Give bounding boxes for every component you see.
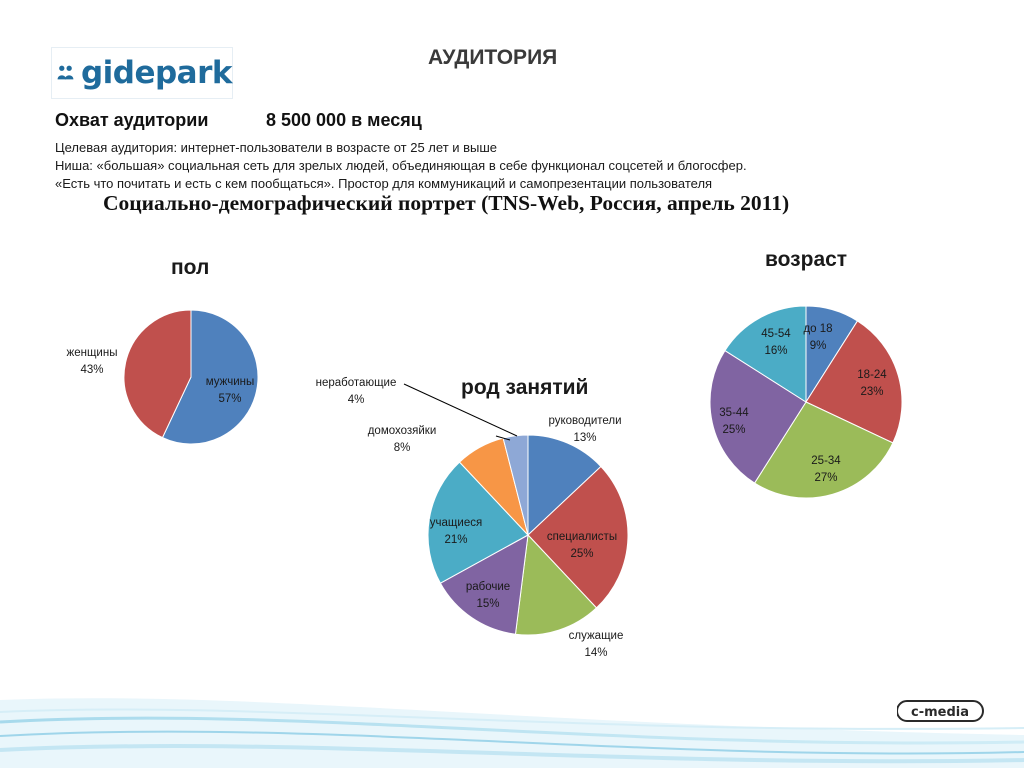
gender-label-0: мужчины (205, 376, 255, 388)
occupation-value-6: 4% (347, 394, 365, 406)
age-value-1: 23% (860, 386, 884, 398)
age-label-3: 35-44 (719, 407, 749, 419)
age-value-4: 16% (764, 345, 788, 357)
reach-label: Охват аудитории (55, 110, 209, 130)
logo-text: gidepark (80, 55, 232, 91)
occupation-label-5: домохозяйки (367, 425, 437, 437)
age-value-3: 25% (722, 424, 746, 436)
occupation-value-4: 21% (444, 534, 468, 546)
occupation-value-1: 25% (570, 548, 594, 560)
age-value-0: 9% (809, 340, 827, 352)
c-media-logo (897, 700, 985, 726)
occupation-value-3: 15% (476, 598, 500, 610)
gender-label-1: женщины (66, 347, 118, 359)
occupation-label-4: учащиеся (429, 517, 483, 529)
age-value-2: 27% (814, 472, 838, 484)
gender-value-0: 57% (218, 393, 242, 405)
gender-chart-title: пол (171, 256, 210, 279)
description-line-1: Целевая аудитория: интернет-пользователи в возрасте от 25 лет и выше (55, 140, 498, 155)
occupation-value-0: 13% (573, 432, 597, 444)
gender-value-1: 43% (80, 364, 104, 376)
age-label-4: 45-54 (761, 328, 791, 340)
occupation-label-3: рабочие (465, 581, 511, 593)
occupation-chart-title: род занятий (461, 376, 589, 399)
reach-value: 8 500 000 в месяц (266, 110, 422, 130)
occupation-value-5: 8% (393, 442, 411, 454)
c-media-text: c-media (911, 705, 969, 720)
age-label-0: до 18 (803, 323, 833, 335)
occupation-label-1: специалисты (546, 531, 618, 543)
age-chart-title: возраст (765, 248, 848, 271)
occupation-label-0: руководители (548, 415, 622, 427)
portrait-title: Социально-демографический портрет (TNS-Web, Россия, апрель 2011) (103, 191, 790, 215)
age-label-1: 18-24 (857, 369, 887, 381)
occupation-label-6: неработающие (315, 377, 397, 389)
page-title: АУДИТОРИЯ (428, 46, 558, 69)
description-line-3: «Есть что почитать и есть с кем пообщаться». Простор для коммуникаций и самопрезентации пользователя (55, 176, 713, 191)
occupation-value-2: 14% (584, 647, 608, 659)
description-line-2: Ниша: «большая» социальная сеть для зрелых людей, объединяющая в себе функционал соцсетей и блогосфер. (55, 158, 747, 173)
occupation-label-2: служащие (568, 630, 624, 642)
age-label-2: 25-34 (811, 455, 841, 467)
